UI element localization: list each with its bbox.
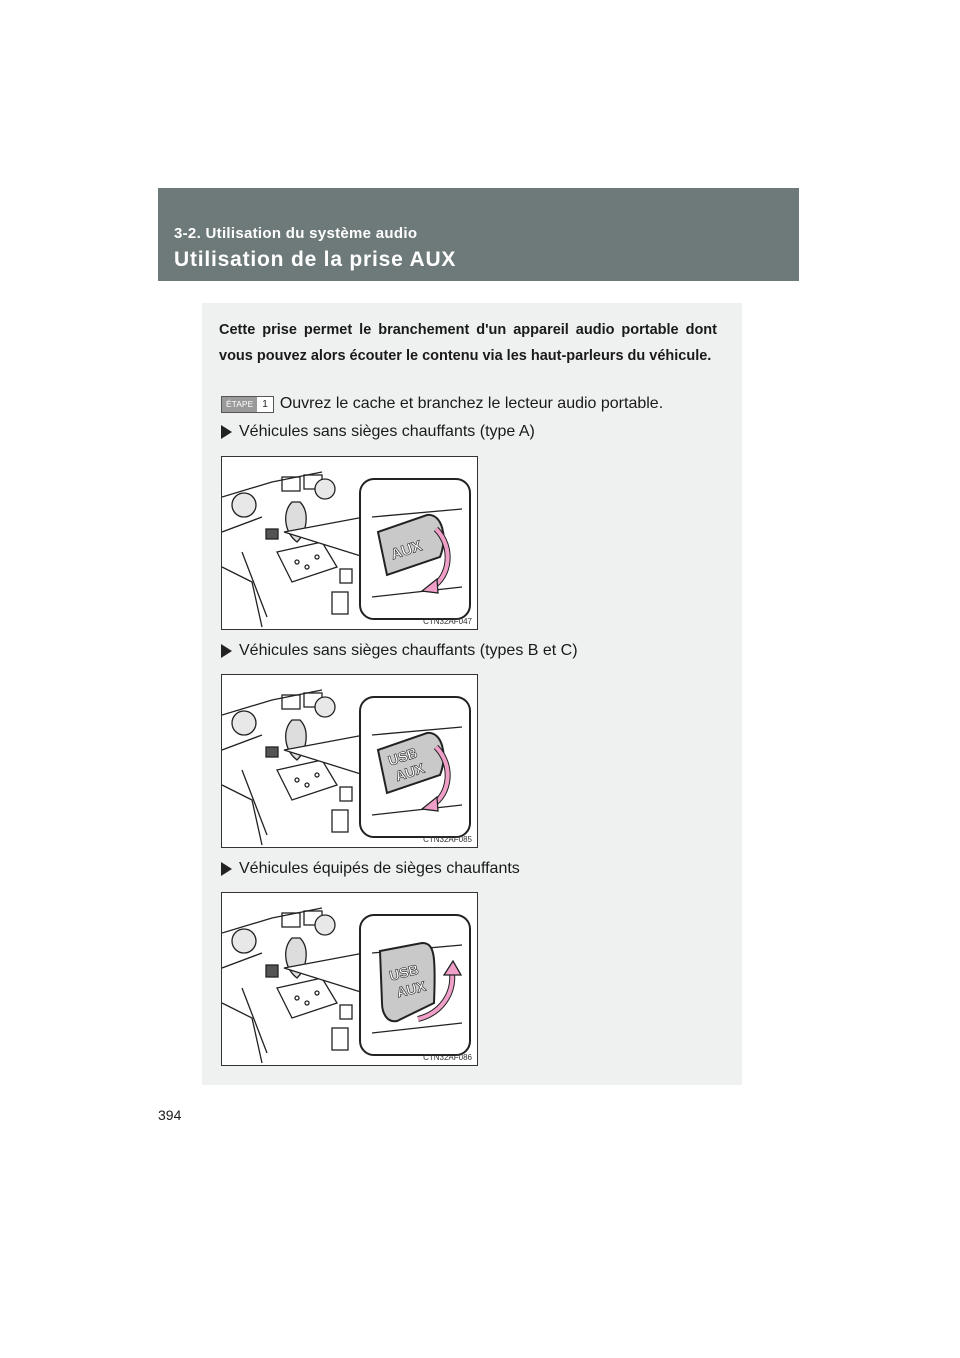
- jack-line-1: USB: [386, 744, 420, 769]
- jack-line-2: AUX: [393, 759, 427, 785]
- console-usb-aux-open-cover-illustration: [222, 893, 477, 1065]
- variant-3-illustration: [221, 892, 478, 1066]
- bullet-triangle-icon: [221, 425, 232, 439]
- variant-1-label: Véhicules sans sièges chauffants (type A): [239, 423, 535, 440]
- bullet-triangle-icon: [221, 644, 232, 658]
- jack-line-1: AUX: [388, 537, 425, 564]
- variant-2-illustration: [221, 674, 478, 848]
- step-badge-label: ÉTAPE: [222, 397, 257, 412]
- figure-code: CTN32AF085: [423, 835, 472, 844]
- variant-3-label: Véhicules équipés de sièges chauffants: [239, 860, 520, 877]
- variant-1-illustration: [221, 456, 478, 630]
- console-usb-aux-jack-illustration: [222, 675, 477, 847]
- step-1: [221, 395, 663, 413]
- variant-2-label: Véhicules sans sièges chauffants (types B et C): [239, 642, 578, 659]
- page-title: Utilisation de la prise AUX: [174, 248, 457, 271]
- content-panel: [202, 303, 742, 1085]
- jack-line-1: USB: [387, 961, 421, 984]
- step-badge: [221, 396, 274, 413]
- intro-text: Cette prise permet le branchement d'un appareil audio portable dont vous pouvez alors écouter le contenu via les haut-parleurs du véhicule.: [219, 322, 717, 364]
- figure-code: CTN32AF047: [423, 617, 472, 626]
- variant-3-heading: [221, 860, 520, 878]
- bullet-triangle-icon: [221, 862, 232, 876]
- jack-line-2: AUX: [394, 977, 428, 1001]
- step-badge-number: 1: [262, 398, 268, 410]
- console-aux-jack-illustration: [222, 457, 477, 629]
- step-text: Ouvrez le cache et branchez le lecteur audio portable.: [279, 395, 664, 412]
- figure-code: CTN32AF086: [423, 1053, 472, 1062]
- variant-2-heading: [221, 642, 578, 660]
- page-number: 394: [158, 1107, 182, 1123]
- section-label: 3-2. Utilisation du système audio: [174, 225, 418, 242]
- section-header: [158, 188, 799, 281]
- variant-1-heading: [221, 423, 535, 441]
